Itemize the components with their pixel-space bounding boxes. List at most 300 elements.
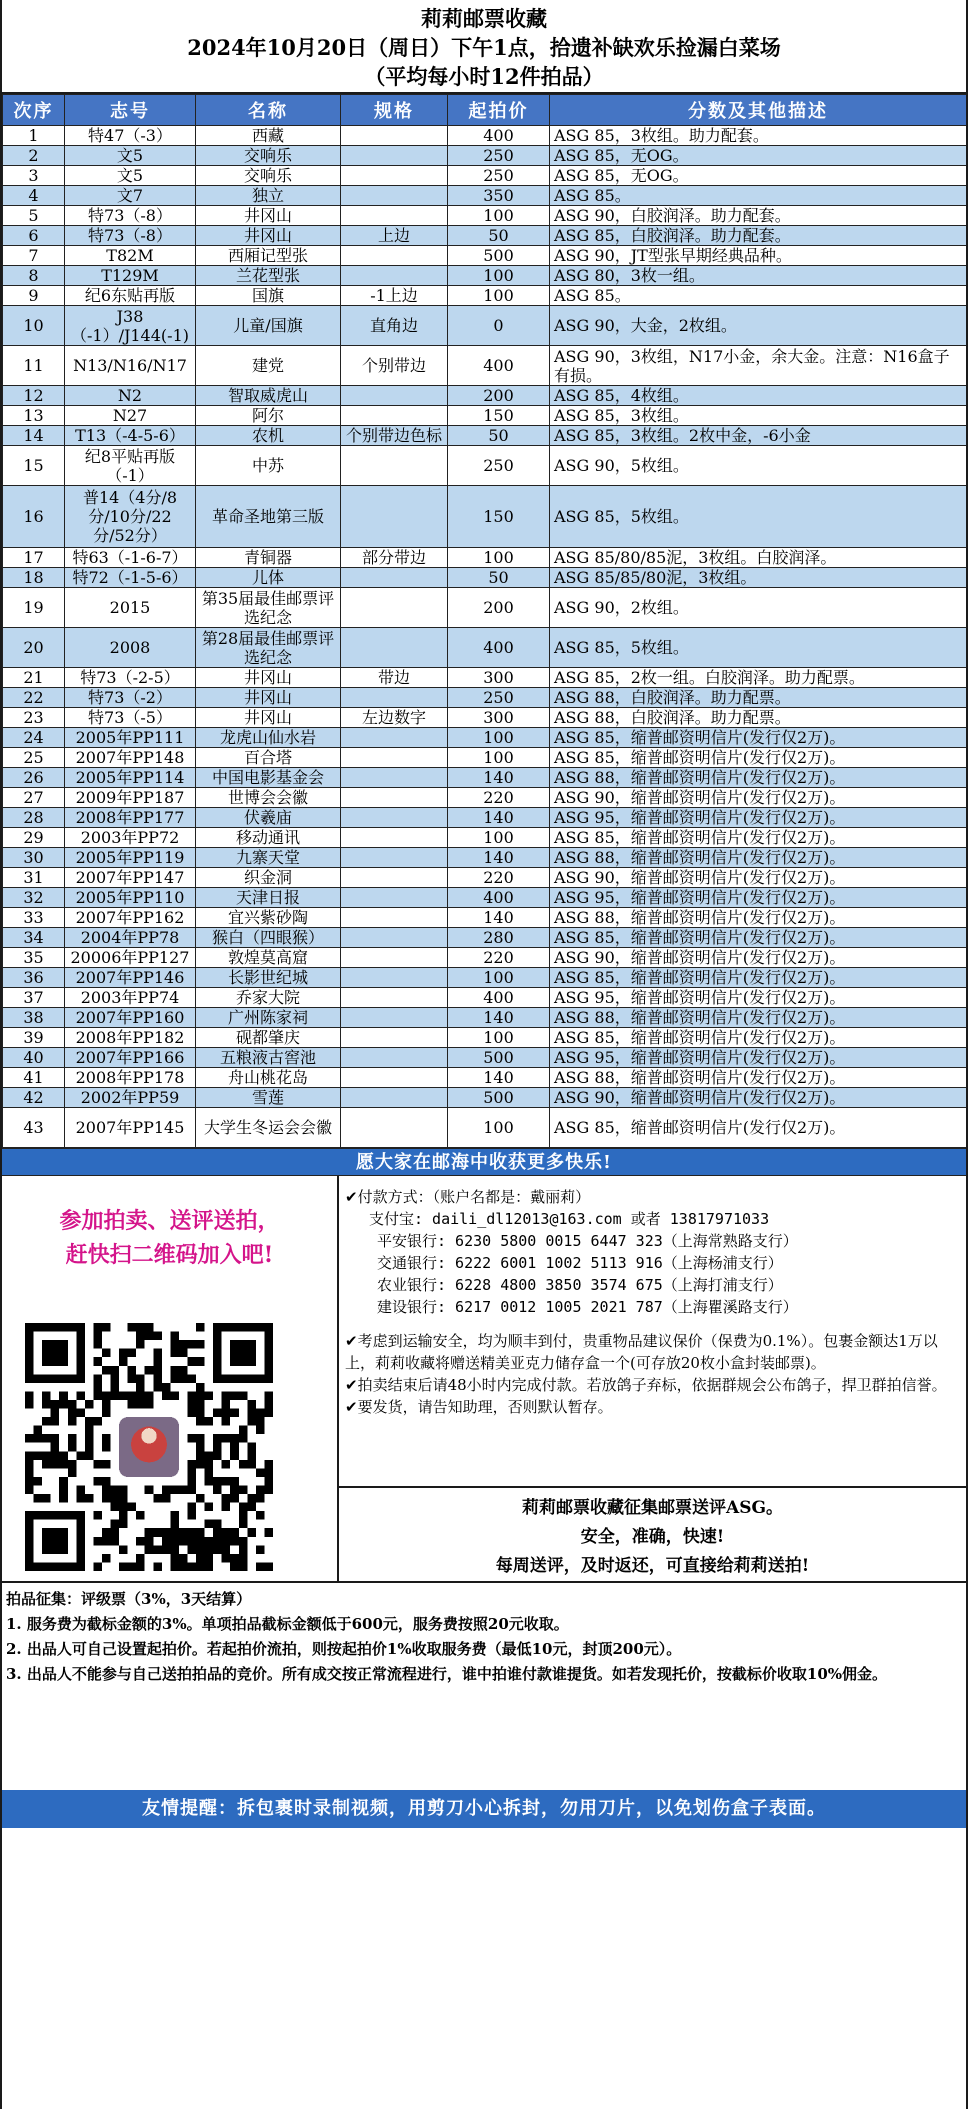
lot-code: 特73（-2） xyxy=(65,688,196,708)
lot-spec xyxy=(341,1088,448,1108)
lot-code: 2007年PP147 xyxy=(65,868,196,888)
lot-code: 2008 xyxy=(65,628,196,668)
lot-name: 龙虎山仙水岩 xyxy=(196,728,341,748)
column-header: 分数及其他描述 xyxy=(550,95,967,126)
lot-spec xyxy=(341,1068,448,1088)
lot-description: ASG 88，白胶润泽。助力配票。 xyxy=(550,708,967,728)
lot-number: 7 xyxy=(3,246,65,266)
lot-spec: 个别带边 xyxy=(341,346,448,386)
lot-name: 九寨天堂 xyxy=(196,848,341,868)
lot-description: ASG 85，缩普邮资明信片(发行仅2万)。 xyxy=(550,748,967,768)
table-row xyxy=(3,1108,967,1148)
lot-code: 2007年PP162 xyxy=(65,908,196,928)
lot-number: 24 xyxy=(3,728,65,748)
lot-description: ASG 95，缩普邮资明信片(发行仅2万)。 xyxy=(550,888,967,908)
lot-start-price: 500 xyxy=(448,246,550,266)
slogan-line: 每周送评，及时返还，可直接给莉莉送拍! xyxy=(495,1556,810,1576)
check-icon: ✔ xyxy=(345,1398,358,1416)
lot-start-price: 500 xyxy=(448,1048,550,1068)
lot-description: ASG 95，缩普邮资明信片(发行仅2万)。 xyxy=(550,1048,967,1068)
lot-description: ASG 85，白胶润泽。助力配套。 xyxy=(550,226,967,246)
lot-start-price: 100 xyxy=(448,748,550,768)
lot-description: ASG 85，无OG。 xyxy=(550,166,967,186)
lot-description: ASG 90，缩普邮资明信片(发行仅2万)。 xyxy=(550,1088,967,1108)
lot-name: 儿童/国旗 xyxy=(196,306,341,346)
lot-code: 20006年PP127 xyxy=(65,948,196,968)
lot-spec xyxy=(341,1028,448,1048)
lot-code: 特73（-8） xyxy=(65,226,196,246)
lot-spec xyxy=(341,186,448,206)
bank-account: 农业银行: 6228 4800 3850 3574 675（上海打浦支行） xyxy=(377,1276,783,1294)
table-row xyxy=(3,788,967,808)
lot-name: 宜兴紫砂陶 xyxy=(196,908,341,928)
lot-spec xyxy=(341,788,448,808)
lot-spec xyxy=(341,908,448,928)
lot-spec xyxy=(341,588,448,628)
lot-code: N2 xyxy=(65,386,196,406)
lot-start-price: 100 xyxy=(448,828,550,848)
lot-spec xyxy=(341,848,448,868)
lot-description: ASG 90，白胶润泽。助力配套。 xyxy=(550,206,967,226)
lot-name: 井冈山 xyxy=(196,226,341,246)
lot-code: 2002年PP59 xyxy=(65,1088,196,1108)
lot-start-price: 150 xyxy=(448,406,550,426)
lot-code: 2009年PP187 xyxy=(65,788,196,808)
lot-start-price: 140 xyxy=(448,1008,550,1028)
lot-description: ASG 80，3枚一组。 xyxy=(550,266,967,286)
lot-code: 纪6东贴再版 xyxy=(65,286,196,306)
lot-description: ASG 85，5枚组。 xyxy=(550,628,967,668)
lot-name: 阿尔 xyxy=(196,406,341,426)
lot-description: ASG 88，白胶润泽。助力配票。 xyxy=(550,688,967,708)
lot-start-price: 100 xyxy=(448,266,550,286)
lot-name: 交响乐 xyxy=(196,166,341,186)
table-row xyxy=(3,588,967,628)
lot-start-price: 280 xyxy=(448,928,550,948)
payment-panel xyxy=(339,1176,966,1581)
lot-spec xyxy=(341,246,448,266)
rule-item: 1. 服务费为截标金额的3%。单项拍品截标金额低于600元，服务费按照20元收取。 xyxy=(6,1615,569,1633)
lot-spec xyxy=(341,828,448,848)
lot-number: 32 xyxy=(3,888,65,908)
lot-description: ASG 85，3枚组。助力配套。 xyxy=(550,126,967,146)
lot-name: 青铜器 xyxy=(196,548,341,568)
lot-number: 37 xyxy=(3,988,65,1008)
lot-start-price: 50 xyxy=(448,426,550,446)
lot-spec xyxy=(341,768,448,788)
lot-spec xyxy=(341,968,448,988)
lot-number: 1 xyxy=(3,126,65,146)
lot-description: ASG 85，缩普邮资明信片(发行仅2万)。 xyxy=(550,928,967,948)
lot-spec xyxy=(341,1108,448,1148)
lot-name: 敦煌莫高窟 xyxy=(196,948,341,968)
lot-name: 交响乐 xyxy=(196,146,341,166)
lot-code: J38（-1）/J144(-1) xyxy=(65,306,196,346)
lot-code: 2005年PP119 xyxy=(65,848,196,868)
payment-deadline-note: ✔拍卖结束后请48小时内完成付款。若放鸽子弃标，依据群规会公布鸽子，捍卫群拍信誉。 xyxy=(345,1376,947,1394)
table-row xyxy=(3,1008,967,1028)
lot-code: 特63（-1-6-7） xyxy=(65,548,196,568)
lot-spec xyxy=(341,808,448,828)
table-row xyxy=(3,1068,967,1088)
table-row xyxy=(3,1088,967,1108)
lot-name: 西厢记型张 xyxy=(196,246,341,266)
lot-start-price: 250 xyxy=(448,166,550,186)
lot-spec xyxy=(341,386,448,406)
lot-spec xyxy=(341,406,448,426)
lot-start-price: 100 xyxy=(448,548,550,568)
rule-item: 3. 出品人不能参与自己送拍拍品的竞价。所有成交按正常流程进行，谁中拍谁付款谁提货。如若发现托价，按截标价收取10%佣金。 xyxy=(6,1665,888,1683)
lot-description: ASG 90，缩普邮资明信片(发行仅2万)。 xyxy=(550,788,967,808)
table-row xyxy=(3,988,967,1008)
table-row xyxy=(3,808,967,828)
lot-spec xyxy=(341,888,448,908)
table-row xyxy=(3,426,967,446)
lot-description: ASG 85，5枚组。 xyxy=(550,486,967,548)
lot-number: 14 xyxy=(3,426,65,446)
lot-number: 16 xyxy=(3,486,65,548)
lot-code: 2003年PP72 xyxy=(65,828,196,848)
table-row xyxy=(3,828,967,848)
lot-spec: -1上边 xyxy=(341,286,448,306)
lot-spec: 左边数字 xyxy=(341,708,448,728)
shop-name: 莉莉邮票收藏 xyxy=(421,6,547,31)
lot-number: 3 xyxy=(3,166,65,186)
lot-description: ASG 90，2枚组。 xyxy=(550,588,967,628)
lot-description: ASG 90，缩普邮资明信片(发行仅2万)。 xyxy=(550,948,967,968)
table-row xyxy=(3,126,967,146)
lot-code: 2007年PP148 xyxy=(65,748,196,768)
lot-start-price: 300 xyxy=(448,708,550,728)
column-header: 次序 xyxy=(3,95,65,126)
lot-code: 2007年PP160 xyxy=(65,1008,196,1028)
info-section xyxy=(2,1176,966,1583)
invite-panel xyxy=(2,1176,339,1581)
lot-start-price: 400 xyxy=(448,346,550,386)
table-row xyxy=(3,226,967,246)
lot-number: 31 xyxy=(3,868,65,888)
lot-start-price: 250 xyxy=(448,146,550,166)
lot-start-price: 400 xyxy=(448,126,550,146)
lot-number: 43 xyxy=(3,1108,65,1148)
lot-code: 2007年PP145 xyxy=(65,1108,196,1148)
lot-number: 19 xyxy=(3,588,65,628)
invite-text xyxy=(2,1204,337,1272)
lot-description: ASG 85，3枚组。2枚中金，-6小金 xyxy=(550,426,967,446)
lot-number: 13 xyxy=(3,406,65,426)
lot-number: 5 xyxy=(3,206,65,226)
lot-code: 2005年PP114 xyxy=(65,768,196,788)
lot-name: 建党 xyxy=(196,346,341,386)
table-row xyxy=(3,548,967,568)
lot-description: ASG 95，缩普邮资明信片(发行仅2万)。 xyxy=(550,988,967,1008)
lot-name: 井冈山 xyxy=(196,206,341,226)
lot-spec xyxy=(341,486,448,548)
table-row xyxy=(3,768,967,788)
lot-spec xyxy=(341,568,448,588)
lot-spec xyxy=(341,206,448,226)
table-row xyxy=(3,166,967,186)
lot-start-price: 100 xyxy=(448,728,550,748)
table-row xyxy=(3,1028,967,1048)
table-row xyxy=(3,146,967,166)
lot-spec xyxy=(341,688,448,708)
payment-info xyxy=(339,1176,966,1486)
shipping-request-note: ✔要发货，请告知助理，否则默认暂存。 xyxy=(345,1398,613,1416)
slogan-line: 莉莉邮票收藏征集邮票送评ASG。 xyxy=(522,1498,783,1518)
lot-spec: 个别带边色标 xyxy=(341,426,448,446)
rule-item: 2. 出品人可自己设置起拍价。若起拍价流拍，则按起拍价1%收取服务费（最低10元，封顶200元）。 xyxy=(6,1640,682,1658)
lot-start-price: 100 xyxy=(448,1108,550,1148)
payment-title: 付款方式：（账户名都是：戴丽莉） xyxy=(357,1188,591,1206)
lot-number: 39 xyxy=(3,1028,65,1048)
qr-code-icon[interactable] xyxy=(18,1323,280,1571)
lot-description: ASG 85，无OG。 xyxy=(550,146,967,166)
lot-spec xyxy=(341,1048,448,1068)
lot-description: ASG 85/85/80泥，3枚组。 xyxy=(550,568,967,588)
lot-code: 2003年PP74 xyxy=(65,988,196,1008)
lot-number: 21 xyxy=(3,668,65,688)
lot-code: N27 xyxy=(65,406,196,426)
lot-number: 35 xyxy=(3,948,65,968)
lot-start-price: 250 xyxy=(448,688,550,708)
lot-code: 2007年PP146 xyxy=(65,968,196,988)
table-row xyxy=(3,286,967,306)
lot-rows xyxy=(3,126,967,1148)
lot-description: ASG 85，3枚组。 xyxy=(550,406,967,426)
lot-start-price: 100 xyxy=(448,1028,550,1048)
lot-description: ASG 88，缩普邮资明信片(发行仅2万)。 xyxy=(550,848,967,868)
lot-name: 兰花型张 xyxy=(196,266,341,286)
lot-name: 西藏 xyxy=(196,126,341,146)
lots-table xyxy=(2,94,967,1148)
lot-number: 36 xyxy=(3,968,65,988)
shipping-note: ✔考虑到运输安全，均为顺丰到付，贵重物品建议保价（保费为0.1%）。包裹金额达1万以上，莉莉收藏将赠送精美亚克力储存盒一个(可存放20枚小盒封装邮票)。 xyxy=(345,1332,938,1372)
lot-code: 文7 xyxy=(65,186,196,206)
table-row xyxy=(3,206,967,226)
lot-number: 20 xyxy=(3,628,65,668)
lot-code: 文5 xyxy=(65,146,196,166)
slogan-line: 安全，准确，快速! xyxy=(580,1527,725,1547)
lot-description: ASG 90，JT型张早期经典品种。 xyxy=(550,246,967,266)
lot-name: 伏羲庙 xyxy=(196,808,341,828)
lot-code: 特73（-5） xyxy=(65,708,196,728)
lot-description: ASG 85，缩普邮资明信片(发行仅2万)。 xyxy=(550,728,967,748)
lot-name: 农机 xyxy=(196,426,341,446)
lot-spec: 部分带边 xyxy=(341,548,448,568)
table-row xyxy=(3,668,967,688)
table-row xyxy=(3,346,967,386)
lot-name: 广州陈家祠 xyxy=(196,1008,341,1028)
lot-number: 42 xyxy=(3,1088,65,1108)
lot-spec xyxy=(341,266,448,286)
table-row xyxy=(3,306,967,346)
lot-code: 2008年PP182 xyxy=(65,1028,196,1048)
asg-slogan xyxy=(339,1486,966,1581)
lot-code: T82M xyxy=(65,246,196,266)
lot-spec xyxy=(341,928,448,948)
lot-number: 10 xyxy=(3,306,65,346)
lot-spec xyxy=(341,166,448,186)
lot-description: ASG 90，大金，2枚组。 xyxy=(550,306,967,346)
lot-spec xyxy=(341,446,448,486)
lot-spec: 上边 xyxy=(341,226,448,246)
lot-start-price: 150 xyxy=(448,486,550,548)
lot-spec: 直角边 xyxy=(341,306,448,346)
lot-name: 世博会会徽 xyxy=(196,788,341,808)
lot-number: 40 xyxy=(3,1048,65,1068)
table-row xyxy=(3,246,967,266)
lot-start-price: 220 xyxy=(448,788,550,808)
lot-number: 11 xyxy=(3,346,65,386)
lot-code: 特73（-8） xyxy=(65,206,196,226)
lot-number: 17 xyxy=(3,548,65,568)
table-row xyxy=(3,708,967,728)
lot-number: 34 xyxy=(3,928,65,948)
lot-name: 乔家大院 xyxy=(196,988,341,1008)
lot-name: 国旗 xyxy=(196,286,341,306)
lot-name: 猴白（四眼猴） xyxy=(196,928,341,948)
table-row xyxy=(3,948,967,968)
lot-description: ASG 85。 xyxy=(550,186,967,206)
lot-description: ASG 85，缩普邮资明信片(发行仅2万)。 xyxy=(550,1108,967,1148)
lot-name: 井冈山 xyxy=(196,688,341,708)
table-row xyxy=(3,968,967,988)
lot-description: ASG 85，缩普邮资明信片(发行仅2万)。 xyxy=(550,828,967,848)
lot-code: 文5 xyxy=(65,166,196,186)
lot-number: 26 xyxy=(3,768,65,788)
lot-description: ASG 85，缩普邮资明信片(发行仅2万)。 xyxy=(550,968,967,988)
lot-code: 特47（-3） xyxy=(65,126,196,146)
lot-start-price: 140 xyxy=(448,1068,550,1088)
invite-line: 参加拍卖、送评送拍， xyxy=(59,1208,280,1234)
lot-name: 百合塔 xyxy=(196,748,341,768)
table-row xyxy=(3,186,967,206)
lot-name: 井冈山 xyxy=(196,708,341,728)
lot-spec xyxy=(341,146,448,166)
column-header: 起拍价 xyxy=(448,95,550,126)
column-header: 志号 xyxy=(65,95,196,126)
lot-start-price: 100 xyxy=(448,206,550,226)
lot-description: ASG 95，缩普邮资明信片(发行仅2万)。 xyxy=(550,808,967,828)
lot-start-price: 50 xyxy=(448,226,550,246)
lot-code: T129M xyxy=(65,266,196,286)
lot-start-price: 350 xyxy=(448,186,550,206)
lot-spec xyxy=(341,988,448,1008)
lot-start-price: 220 xyxy=(448,948,550,968)
lot-spec xyxy=(341,748,448,768)
lot-number: 41 xyxy=(3,1068,65,1088)
lot-code: T13（-4-5-6） xyxy=(65,426,196,446)
lot-start-price: 220 xyxy=(448,868,550,888)
lot-spec xyxy=(341,126,448,146)
lot-spec xyxy=(341,868,448,888)
check-icon: ✔ xyxy=(345,1376,358,1394)
lot-number: 30 xyxy=(3,848,65,868)
table-row xyxy=(3,628,967,668)
lot-number: 33 xyxy=(3,908,65,928)
lot-start-price: 140 xyxy=(448,908,550,928)
bank-account: 平安银行: 6230 5800 0015 6447 323（上海常熟路支行） xyxy=(377,1232,798,1250)
table-row xyxy=(3,568,967,588)
bank-account: 建设银行: 6217 0012 1005 2021 787（上海瞿溪路支行） xyxy=(377,1298,798,1316)
lot-spec: 带边 xyxy=(341,668,448,688)
consignment-rules xyxy=(2,1583,966,1790)
lot-name: 中苏 xyxy=(196,446,341,486)
lot-name: 儿体 xyxy=(196,568,341,588)
lot-description: ASG 85，缩普邮资明信片(发行仅2万)。 xyxy=(550,1028,967,1048)
lot-description: ASG 88，缩普邮资明信片(发行仅2万)。 xyxy=(550,1068,967,1088)
friendly-reminder: 友情提醒：拆包裹时录制视频，用剪刀小心拆封，勿用刀片，以免划伤盒子表面。 xyxy=(2,1790,966,1828)
table-row xyxy=(3,888,967,908)
lot-description: ASG 85，2枚一组。白胶润泽。助力配票。 xyxy=(550,668,967,688)
table-row xyxy=(3,848,967,868)
lot-number: 28 xyxy=(3,808,65,828)
lot-number: 27 xyxy=(3,788,65,808)
lot-number: 23 xyxy=(3,708,65,728)
auction-pace-note: （平均每小时12件拍品） xyxy=(364,64,604,89)
wish-banner: 愿大家在邮海中收获更多快乐! xyxy=(2,1148,966,1176)
auction-date-title: 2024年10月20日（周日）下午1点，拾遗补缺欢乐捡漏白菜场 xyxy=(187,35,781,60)
lot-name: 长影世纪城 xyxy=(196,968,341,988)
lot-start-price: 400 xyxy=(448,628,550,668)
alipay-account: 支付宝: daili_dl12013@163.com 或者 13817971033 xyxy=(369,1210,770,1228)
lot-start-price: 100 xyxy=(448,968,550,988)
lot-name: 井冈山 xyxy=(196,668,341,688)
lot-code: 普14（4分/8分/10分/22分/52分） xyxy=(65,486,196,548)
lot-code: 2015 xyxy=(65,588,196,628)
lot-number: 22 xyxy=(3,688,65,708)
table-row xyxy=(3,688,967,708)
lot-number: 18 xyxy=(3,568,65,588)
lot-spec xyxy=(341,1008,448,1028)
column-header: 规格 xyxy=(341,95,448,126)
lot-number: 29 xyxy=(3,828,65,848)
lot-description: ASG 85，4枚组。 xyxy=(550,386,967,406)
lot-number: 4 xyxy=(3,186,65,206)
bank-account: 交通银行: 6222 6001 1002 5113 916（上海杨浦支行） xyxy=(377,1254,783,1272)
lot-start-price: 400 xyxy=(448,888,550,908)
lot-start-price: 200 xyxy=(448,588,550,628)
lot-name: 革命圣地第三版 xyxy=(196,486,341,548)
lot-name: 雪莲 xyxy=(196,1088,341,1108)
lot-description: ASG 90，3枚组，N17小金，余大金。注意：N16盒子有损。 xyxy=(550,346,967,386)
lot-code: N13/N16/N17 xyxy=(65,346,196,386)
invite-line: 赶快扫二维码加入吧! xyxy=(65,1242,274,1268)
table-row xyxy=(3,386,967,406)
lot-description: ASG 85/80/85泥，3枚组。白胶润泽。 xyxy=(550,548,967,568)
lot-start-price: 140 xyxy=(448,808,550,828)
table-row xyxy=(3,266,967,286)
lot-number: 9 xyxy=(3,286,65,306)
table-header-row xyxy=(3,95,967,126)
lot-start-price: 0 xyxy=(448,306,550,346)
lot-start-price: 140 xyxy=(448,848,550,868)
lot-name: 第28届最佳邮票评选纪念 xyxy=(196,628,341,668)
lot-name: 独立 xyxy=(196,186,341,206)
lot-code: 2004年PP78 xyxy=(65,928,196,948)
lot-name: 舟山桃花岛 xyxy=(196,1068,341,1088)
lot-description: ASG 88，缩普邮资明信片(发行仅2万)。 xyxy=(550,768,967,788)
lot-name: 第35届最佳邮票评选纪念 xyxy=(196,588,341,628)
lot-code: 2005年PP111 xyxy=(65,728,196,748)
table-row xyxy=(3,406,967,426)
lot-start-price: 100 xyxy=(448,286,550,306)
lot-code: 2007年PP166 xyxy=(65,1048,196,1068)
lot-start-price: 400 xyxy=(448,988,550,1008)
lot-start-price: 140 xyxy=(448,768,550,788)
lot-start-price: 200 xyxy=(448,386,550,406)
